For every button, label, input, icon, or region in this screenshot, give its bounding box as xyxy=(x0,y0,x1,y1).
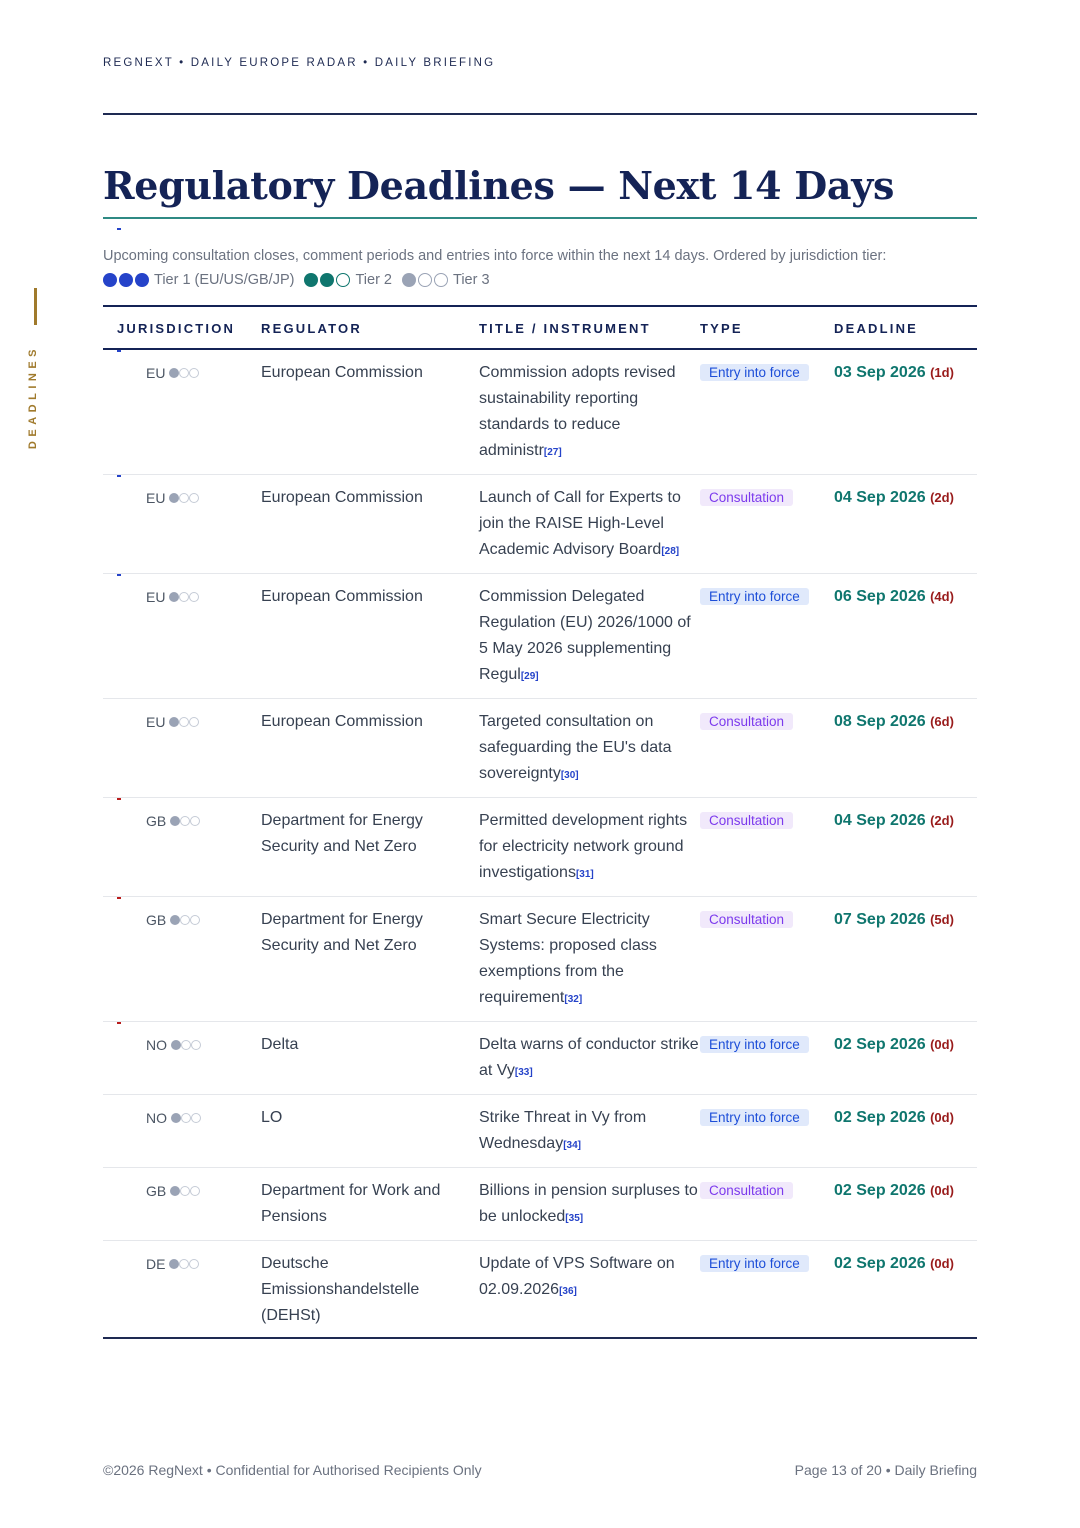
type-badge: Consultation xyxy=(700,713,793,730)
days-remaining: (0d) xyxy=(930,1183,954,1198)
regulator-name: European Commission xyxy=(261,364,423,381)
cell-deadline xyxy=(834,475,977,574)
tier-indicator-icon xyxy=(171,1113,201,1123)
type-badge: Entry into force xyxy=(700,364,809,381)
column-header-type: TYPE xyxy=(700,306,834,349)
cell-deadline xyxy=(834,1241,977,1339)
days-remaining: (0d) xyxy=(930,1110,954,1125)
citation-link[interactable]: [35] xyxy=(565,1213,584,1224)
jurisdiction-code: EU xyxy=(146,490,166,506)
cell-jurisdiction xyxy=(103,1241,261,1339)
legend-item-tier-1 xyxy=(103,268,294,292)
cell-title xyxy=(479,1168,700,1241)
deadline-date: 04 Sep 2026 xyxy=(834,489,926,506)
jurisdiction-code: EU xyxy=(146,714,166,730)
cell-deadline xyxy=(834,897,977,1022)
days-remaining: (0d) xyxy=(930,1037,954,1052)
table-row xyxy=(103,798,977,897)
days-remaining: (1d) xyxy=(930,365,954,380)
tier-indicator-icon xyxy=(170,915,200,925)
type-badge: Consultation xyxy=(700,489,793,506)
type-badge: Consultation xyxy=(700,911,793,928)
tier-indicator-icon xyxy=(170,816,200,826)
deadline-date: 02 Sep 2026 xyxy=(834,1036,926,1053)
cell-deadline xyxy=(834,1022,977,1095)
instrument-title: Billions in pension surpluses to be unlocked xyxy=(479,1182,698,1225)
cell-jurisdiction xyxy=(103,897,261,1022)
footer-copyright: ©2026 RegNext • Confidential for Authorised Recipients Only xyxy=(103,1462,482,1478)
row-marker-icon xyxy=(117,798,121,800)
sidebar-accent-bar xyxy=(34,288,37,325)
cell-title xyxy=(479,798,700,897)
table-row xyxy=(103,699,977,798)
tier-indicator-icon xyxy=(169,368,199,378)
jurisdiction-code: EU xyxy=(146,589,166,605)
regulator-name: European Commission xyxy=(261,588,423,605)
table-row xyxy=(103,1241,977,1339)
tier-indicator-icon xyxy=(169,592,199,602)
cell-regulator xyxy=(261,1022,479,1095)
column-header-regulator: REGULATOR xyxy=(261,306,479,349)
cell-title xyxy=(479,574,700,699)
cell-jurisdiction xyxy=(103,1168,261,1241)
table-row xyxy=(103,1022,977,1095)
row-marker-icon xyxy=(117,897,121,899)
instrument-title: Strike Threat in Vy from Wednesday xyxy=(479,1109,647,1152)
tier-indicator-icon xyxy=(170,1186,200,1196)
citation-link[interactable]: [33] xyxy=(514,1067,533,1078)
instrument-title: Smart Secure Electricity Systems: proposed class exemptions from the requirement xyxy=(479,911,657,1006)
days-remaining: (6d) xyxy=(930,714,954,729)
regulator-name: Department for Work and Pensions xyxy=(261,1182,441,1225)
cell-type xyxy=(700,1095,834,1168)
table-row xyxy=(103,897,977,1022)
cell-type xyxy=(700,897,834,1022)
type-badge: Entry into force xyxy=(700,1036,809,1053)
days-remaining: (4d) xyxy=(930,589,954,604)
citation-link[interactable]: [27] xyxy=(543,447,562,458)
deadline-date: 02 Sep 2026 xyxy=(834,1255,926,1272)
legend-item-tier-3 xyxy=(402,268,490,292)
deadline-date: 02 Sep 2026 xyxy=(834,1109,926,1126)
cell-title xyxy=(479,699,700,798)
cell-regulator xyxy=(261,349,479,475)
deadline-date: 03 Sep 2026 xyxy=(834,364,926,381)
cell-regulator xyxy=(261,574,479,699)
citation-link[interactable]: [31] xyxy=(575,869,594,880)
instrument-title: Update of VPS Software on 02.09.2026 xyxy=(479,1255,675,1298)
tier-dot-icon xyxy=(103,273,117,287)
regulator-name: Department for Energy Security and Net Zero xyxy=(261,911,423,954)
column-header-deadline: DEADLINE xyxy=(834,306,977,349)
cell-deadline xyxy=(834,349,977,475)
cell-regulator xyxy=(261,1095,479,1168)
deadline-date: 07 Sep 2026 xyxy=(834,911,926,928)
cell-regulator xyxy=(261,475,479,574)
section-intro xyxy=(103,244,977,292)
column-header-title: TITLE / INSTRUMENT xyxy=(479,306,700,349)
table-row xyxy=(103,574,977,699)
cell-type xyxy=(700,475,834,574)
cell-jurisdiction xyxy=(103,1095,261,1168)
days-remaining: (0d) xyxy=(930,1256,954,1271)
instrument-title: Delta warns of conductor strike at Vy xyxy=(479,1036,699,1079)
instrument-title: Commission Delegated Regulation (EU) 2026/1000 of 5 May 2026 supplementing Regul xyxy=(479,588,691,683)
type-badge: Consultation xyxy=(700,1182,793,1199)
citation-link[interactable]: [36] xyxy=(559,1286,577,1297)
tier-dot-icon xyxy=(119,273,133,287)
cell-deadline xyxy=(834,1095,977,1168)
jurisdiction-code: DE xyxy=(146,1256,166,1272)
type-badge: Entry into force xyxy=(700,1109,809,1126)
row-marker-icon xyxy=(117,350,121,352)
column-header-jurisdiction: JURISDICTION xyxy=(103,306,261,349)
jurisdiction-code: NO xyxy=(146,1110,167,1126)
citation-link[interactable]: [28] xyxy=(661,546,680,557)
regulator-name: Deutsche Emissionshandelstelle (DEHSt) xyxy=(261,1255,420,1324)
jurisdiction-code: GB xyxy=(146,912,167,928)
citation-link[interactable]: [32] xyxy=(564,994,583,1005)
instrument-title: Targeted consultation on safeguarding the EU's data sovereignty xyxy=(479,713,672,782)
cell-type xyxy=(700,1022,834,1095)
cell-title xyxy=(479,897,700,1022)
cell-jurisdiction xyxy=(103,574,261,699)
jurisdiction-code: NO xyxy=(146,1037,167,1053)
regulator-name: Delta xyxy=(261,1036,299,1053)
tier-dot-icon xyxy=(418,273,432,287)
citation-link[interactable]: [30] xyxy=(560,770,579,781)
jurisdiction-code: GB xyxy=(146,813,167,829)
table-row xyxy=(103,475,977,574)
tier-indicator-icon xyxy=(169,1259,199,1269)
tier-indicator-icon xyxy=(169,493,199,503)
instrument-title: Permitted development rights for electricity network ground investigations xyxy=(479,812,688,881)
tier-dot-icon xyxy=(320,273,334,287)
regulator-name: Department for Energy Security and Net Zero xyxy=(261,812,423,855)
deadline-date: 08 Sep 2026 xyxy=(834,713,926,730)
cell-type xyxy=(700,349,834,475)
citation-link[interactable]: [29] xyxy=(520,671,539,682)
cell-regulator xyxy=(261,699,479,798)
cell-jurisdiction xyxy=(103,349,261,475)
deadlines-table xyxy=(103,305,977,1339)
cell-title xyxy=(479,1095,700,1168)
instrument-title: Launch of Call for Experts to join the RAISE High-Level Academic Advisory Board xyxy=(479,489,681,558)
page-title: Regulatory Deadlines — Next 14 Days xyxy=(103,163,895,208)
sidebar-section-label: DEADLINES xyxy=(27,345,39,450)
cell-type xyxy=(700,699,834,798)
days-remaining: (2d) xyxy=(930,813,954,828)
footer-page-number: Page 13 of 20 • Daily Briefing xyxy=(794,1462,977,1478)
cell-title xyxy=(479,1022,700,1095)
cell-deadline xyxy=(834,574,977,699)
row-marker-icon xyxy=(117,574,121,576)
regulator-name: LO xyxy=(261,1109,283,1126)
jurisdiction-code: GB xyxy=(146,1183,167,1199)
cell-type xyxy=(700,574,834,699)
tier-dot-icon xyxy=(336,273,350,287)
tier-indicator-icon xyxy=(171,1040,201,1050)
cell-jurisdiction xyxy=(103,798,261,897)
citation-link[interactable]: [34] xyxy=(563,1140,581,1151)
legend-label: Tier 3 xyxy=(453,272,490,288)
cell-regulator xyxy=(261,897,479,1022)
deadline-date: 04 Sep 2026 xyxy=(834,812,926,829)
row-marker-icon xyxy=(117,475,121,477)
header-rule xyxy=(103,113,977,115)
table-header-row xyxy=(103,306,977,349)
legend-item-tier-2 xyxy=(304,268,392,292)
deadline-date: 02 Sep 2026 xyxy=(834,1182,926,1199)
tier-dot-icon xyxy=(135,273,149,287)
tier-dot-icon xyxy=(304,273,318,287)
days-remaining: (5d) xyxy=(930,912,954,927)
tier-dot-icon xyxy=(434,273,448,287)
table-row xyxy=(103,1168,977,1241)
running-head: REGNEXT • DAILY EUROPE RADAR • DAILY BRIEFING xyxy=(103,57,496,69)
cell-title xyxy=(479,349,700,475)
cell-jurisdiction xyxy=(103,475,261,574)
tier-indicator-icon xyxy=(169,717,199,727)
cell-regulator xyxy=(261,798,479,897)
type-badge: Consultation xyxy=(700,812,793,829)
cell-jurisdiction xyxy=(103,1022,261,1095)
type-badge: Entry into force xyxy=(700,1255,809,1272)
table-row xyxy=(103,349,977,475)
cell-regulator xyxy=(261,1241,479,1339)
cell-type xyxy=(700,1168,834,1241)
cell-type xyxy=(700,1241,834,1339)
tier-legend xyxy=(103,268,977,292)
legend-label: Tier 2 xyxy=(355,272,392,288)
intro-text: Upcoming consultation closes, comment periods and entries into force within the next 14 days. Ordered by jurisdiction tier: xyxy=(103,248,887,264)
jurisdiction-code: EU xyxy=(146,365,166,381)
cell-jurisdiction xyxy=(103,699,261,798)
title-rule xyxy=(103,217,977,219)
regulator-name: European Commission xyxy=(261,713,423,730)
tier-dot-icon xyxy=(402,273,416,287)
cell-type xyxy=(700,798,834,897)
legend-label: Tier 1 (EU/US/GB/JP) xyxy=(154,272,295,288)
cell-regulator xyxy=(261,1168,479,1241)
days-remaining: (2d) xyxy=(930,490,954,505)
deadline-date: 06 Sep 2026 xyxy=(834,588,926,605)
cell-deadline xyxy=(834,1168,977,1241)
title-tick-mark xyxy=(117,228,121,230)
cell-title xyxy=(479,1241,700,1339)
regulator-name: European Commission xyxy=(261,489,423,506)
instrument-title: Commission adopts revised sustainability reporting standards to reduce administr xyxy=(479,364,676,459)
cell-title xyxy=(479,475,700,574)
cell-deadline xyxy=(834,798,977,897)
type-badge: Entry into force xyxy=(700,588,809,605)
table-row xyxy=(103,1095,977,1168)
cell-deadline xyxy=(834,699,977,798)
row-marker-icon xyxy=(117,1022,121,1024)
